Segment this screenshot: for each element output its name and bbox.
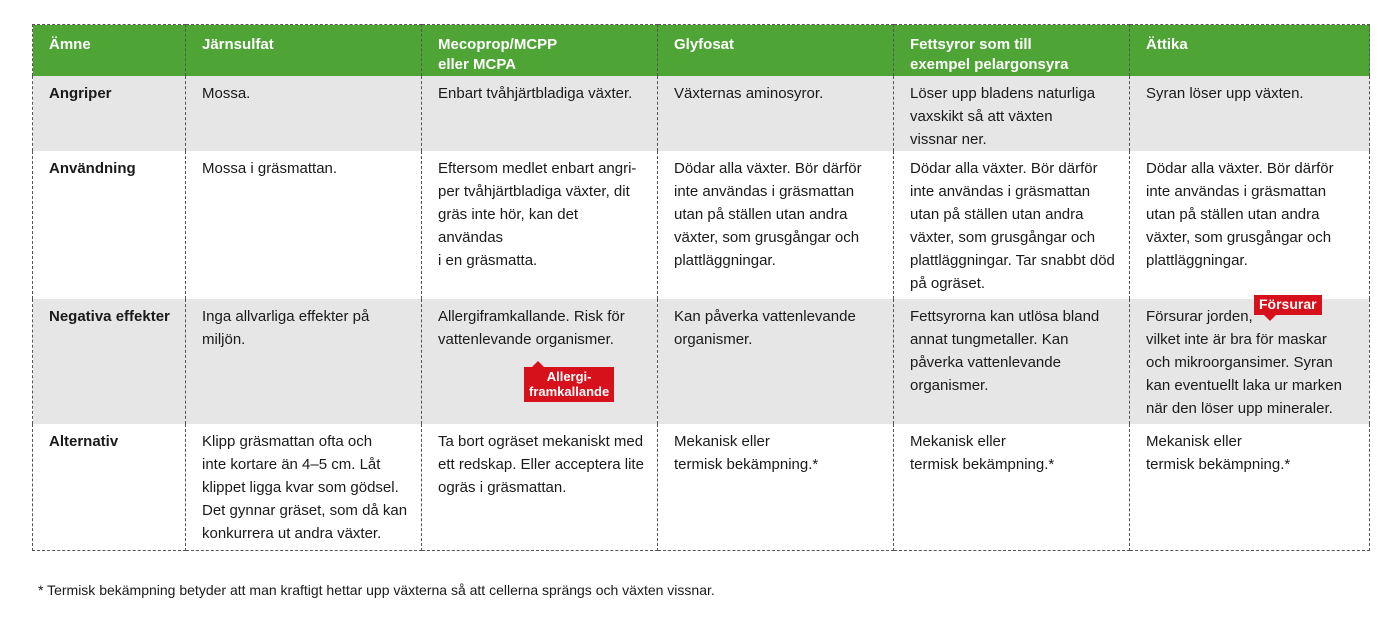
table-cell-attika-negative [1130,295,1370,424]
table-row-alternativ [33,424,1370,551]
table-cell: Mekanisk eller termisk bekämpning.* [1130,424,1370,551]
table-cell-text: Försurar jorden, vilket inte är bra för maskar och mikroorgansimer. Syran kan eventuellt laka ur marken när den löser upp mineraler. [1146,307,1342,417]
table-row-anvandning [33,151,1370,299]
header-cell: Järnsulfat [186,25,422,76]
herbicide-comparison-table [32,24,1370,551]
row-label: Användning [33,151,186,299]
row-label: Negativa effekter [33,299,186,424]
table-cell: Mossa. [186,76,422,151]
row-label: Alternativ [33,424,186,551]
table-cell: Dödar alla växter. Bör därför inte användas i gräsmattan utan på ställen utan andra växter, som grusgångar och plattläggningar. [658,151,894,299]
header-cell: Fettsyror som till exempel pelargonsyra [894,25,1130,76]
footnote: * Termisk bekämpning betyder att man kraftigt hettar upp växterna så att cellerna sprängs och växten vissnar. [38,582,715,598]
table-cell: Syran löser upp växten. [1130,76,1370,151]
table-cell: Ta bort ogräset mekaniskt med ett redskap. Eller acceptera lite ogräs i gräsmattan. [422,424,658,551]
allergi-tag: Allergi- framkallande [524,367,614,402]
comparison-table-container [32,24,1369,551]
table-cell: Inga allvarliga effekter på miljön. [186,299,422,424]
forsurar-tag: Försurar [1254,295,1322,315]
table-cell: Mossa i gräsmattan. [186,151,422,299]
header-cell: Glyfosat [658,25,894,76]
table-cell: Kan påverka vattenlevande organismer. [658,299,894,424]
table-cell: Fettsyrorna kan utlösa bland annat tungmetaller. Kan påverka vattenlevande organismer. [894,299,1130,424]
table-cell: Dödar alla växter. Bör därför inte användas i gräsmattan utan på ställen utan andra växter, som grusgångar och plattläggningar. [1130,151,1370,299]
header-cell: Mecoprop/MCPP eller MCPA [422,25,658,76]
table-cell: Eftersom medlet enbart angri- per tvåhjärtbladiga växter, dit gräs inte hör, kan det användas i en gräsmatta. [422,151,658,299]
table-cell: Mekanisk eller termisk bekämpning.* [894,424,1130,551]
table-cell: Klipp gräsmattan ofta och inte kortare än 4–5 cm. Låt klippet ligga kvar som gödsel. Det gynnar gräset, som då kan konkurrera ut andra växter. [186,424,422,551]
table-cell: Enbart tvåhjärtbladiga växter. [422,76,658,151]
table-cell: Dödar alla växter. Bör därför inte användas i gräsmattan utan på ställen utan andra växter, som grusgångar och plattläggningar. Tar snabbt död på ogräset. [894,151,1130,299]
table-row-angriper [33,76,1370,151]
table-cell: Mekanisk eller termisk bekämpning.* [658,424,894,551]
header-cell: Ättika [1130,25,1370,76]
table-cell-mecoprop-negative [422,299,658,424]
header-cell: Ämne [33,25,186,76]
table-row-negativa-effekter [33,299,1370,424]
header-row [33,25,1370,76]
row-label: Angriper [33,76,186,151]
table-cell: Växternas aminosyror. [658,76,894,151]
table-cell: Löser upp bladens naturliga vaxskikt så att växten vissnar ner. [894,76,1130,151]
table-cell-text: Allergiframkallande. Risk för vattenlevande organismer. [438,307,625,348]
